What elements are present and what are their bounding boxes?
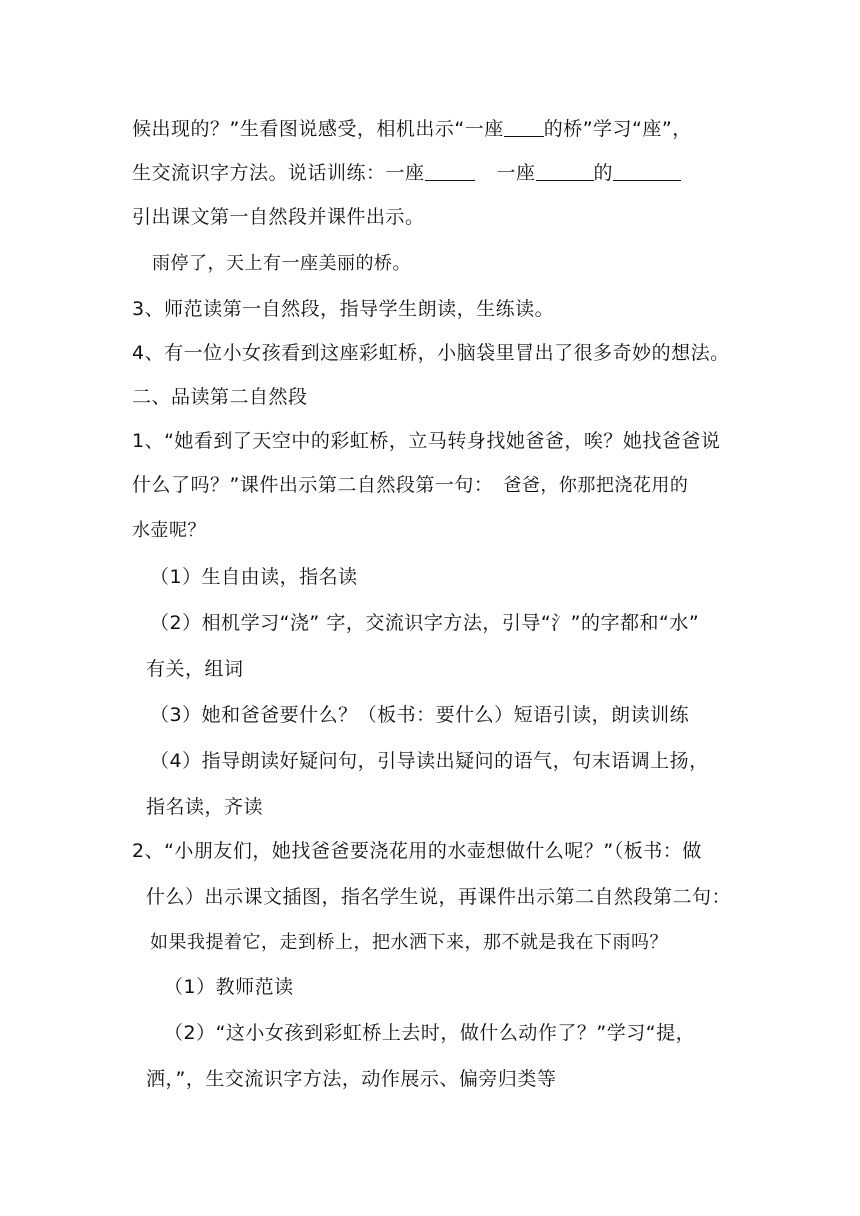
text-line-13: 有关，组词	[146, 658, 244, 680]
fill-blank	[504, 116, 544, 137]
text-line-11: （1）生自由读，指名读	[150, 566, 358, 588]
text-line-15: （4）指导朗读好疑问句，引导读出疑问的语气，句末语调上扬，	[150, 750, 709, 772]
text-segment: 候出现的？”生看图说感受，相机出示“一座	[132, 118, 504, 140]
text-segment: 的	[593, 162, 614, 184]
text-line-16: 指名读，齐读	[146, 796, 264, 818]
text-segment: 一座	[496, 162, 536, 184]
text-line-14: （3）她和爸爸要什么？（板书：要什么）短语引读，朗读训练	[150, 704, 690, 726]
text-line-1	[132, 116, 692, 142]
fill-blank	[425, 160, 475, 181]
text-line-3: 引出课文第一自然段并课件出示。	[132, 206, 425, 228]
fill-blank	[613, 160, 681, 181]
section-heading: 二、品读第二自然段	[132, 386, 308, 408]
fill-blank	[536, 160, 594, 181]
text-line-8: 1、“她看到了天空中的彩虹桥，立马转身找她爸爸，唉？她找爸爸说	[132, 430, 721, 452]
quoted-text-line: 如果我提着它，走到桥上，把水洒下来，那不就是我在下雨吗？	[150, 932, 668, 953]
text-segment: 的桥”学习“座”，	[543, 118, 692, 140]
text-line-17: 2、“小朋友们，她找爸爸要浇花用的水壶想做什么呢？”（板书：做	[132, 840, 702, 862]
text-segment: 什么了吗？”课件出示第二自然段第一句：	[132, 474, 494, 496]
text-line-6: 4、有一位小女孩看到这座彩虹桥，小脑袋里冒出了很多奇妙的想法。	[132, 342, 730, 364]
quoted-text-segment: 爸爸，你那把浇花用的	[503, 475, 689, 496]
text-line-9	[132, 472, 688, 499]
quoted-text-line: 雨停了，天上有一座美丽的桥。	[152, 253, 411, 274]
text-line-20: （1）教师范读	[164, 976, 294, 998]
text-line-22: 洒，”，生交流识字方法，动作展示、偏旁归类等	[146, 1068, 557, 1090]
quoted-text-line: 水壶呢？	[132, 520, 206, 541]
text-line-18: 什么）出示课文插图，指名学生说，再课件出示第二自然段第二句：	[146, 886, 732, 908]
text-segment: 生交流识字方法。说话训练：一座	[132, 162, 425, 184]
text-line-12: （2）相机学习“浇” 字，交流识字方法，引导“氵”的字都和“水”	[150, 612, 700, 634]
text-line-21: （2）“这小女孩到彩虹桥上去时，做什么动作了？”学习“提，	[164, 1022, 696, 1044]
text-line-5: 3、师范读第一自然段，指导学生朗读，生练读。	[132, 298, 555, 320]
text-line-2	[132, 160, 681, 186]
